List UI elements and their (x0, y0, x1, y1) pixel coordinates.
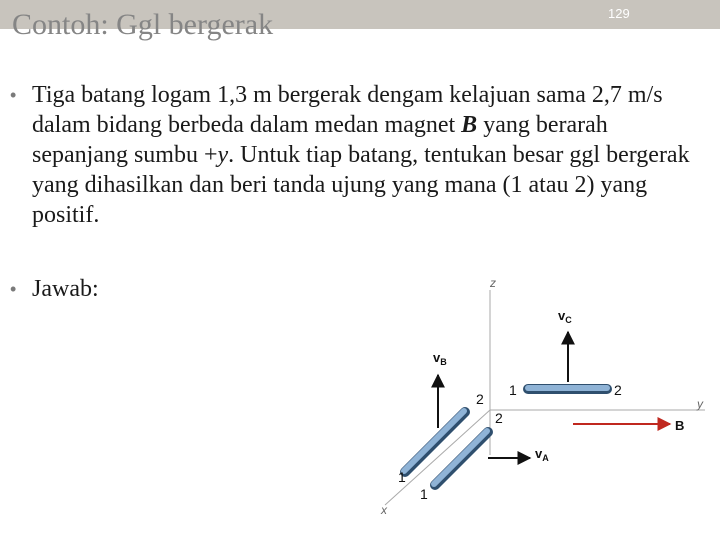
axis-label-y: y (697, 397, 703, 411)
axis-label-z: z (490, 276, 496, 290)
rod-c-end-2: 2 (614, 382, 622, 398)
problem-text-2: yang berarah sepanjang sumbu + (32, 112, 608, 168)
slide-title: Contoh: Ggl bergerak (12, 8, 274, 41)
axis-symbol-y: y (217, 142, 229, 168)
rod-c-end-1: 1 (509, 382, 517, 398)
answer-label: Jawab: (32, 276, 99, 302)
rod-b-end-2: 2 (476, 391, 484, 407)
rod-b-end-1: 1 (398, 469, 406, 485)
field-b-label: B (675, 418, 685, 433)
rods-diagram (375, 270, 710, 520)
velocity-c-label: $v_C$ (558, 308, 572, 325)
problem-text-1: Tiga batang logam 1,3 m bergerak dengam kelajuan sama 2,7 m/s dalam bidang berbeda dalam medan magnet (32, 82, 663, 138)
bullet-problem (10, 80, 690, 230)
slide-number: 129 (608, 6, 630, 21)
bullet-marker: • (10, 85, 17, 105)
velocity-a-label: $v_A$ (535, 446, 549, 463)
rod-a-end-2: 2 (495, 410, 503, 426)
field-symbol-b: B (461, 112, 478, 138)
problem-text-3: . Untuk tiap batang, tentukan besar ggl bergerak yang dihasilkan dan beri tanda ujung yang mana (1 atau 2) yang positif. (32, 142, 690, 228)
velocity-b-label: $v_B$ (433, 350, 447, 367)
bullet-marker: • (10, 279, 17, 299)
axis-label-x: x (381, 503, 387, 517)
rod-a-end-1: 1 (420, 486, 428, 502)
